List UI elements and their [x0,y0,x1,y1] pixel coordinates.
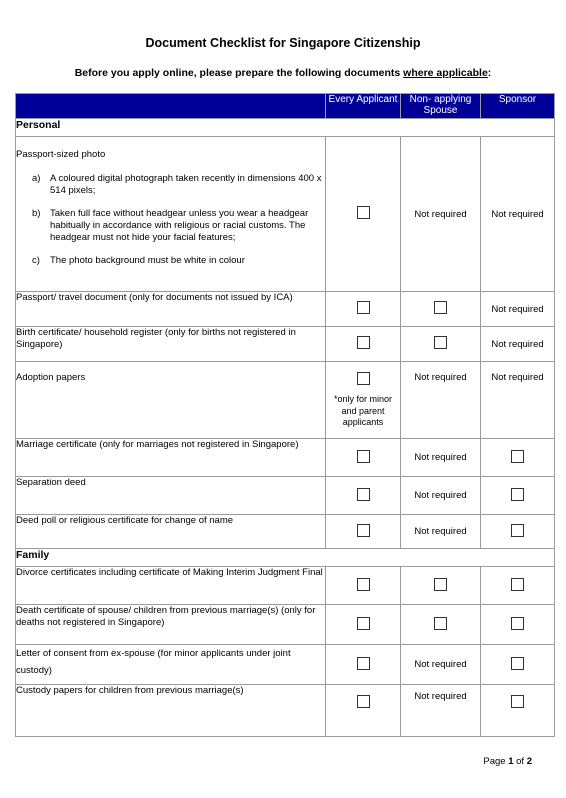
section-label-family: Family [16,549,555,567]
table-row [16,567,555,605]
not-required-text: Not required [414,659,467,670]
doc-cell-deedpoll: Deed poll or religious certificate for change of name [16,515,326,549]
list-text: The photo background must be white in colour [50,255,245,266]
page-word: Page [483,756,509,767]
list-text: A coloured digital photograph taken recently in dimensions 400 x 514 pixels; [50,173,322,196]
cell-applicant [326,292,401,327]
not-required-text: Not required [491,208,544,220]
not-required-text: Not required [414,691,467,702]
cell-sponsor [481,292,555,327]
list-item [16,173,325,197]
cell-sponsor [481,439,555,477]
page-current: 1 [508,756,514,767]
list-text: Taken full face without headgear unless you wear a headgear habitually in accordance with religious or racial customs. The headgear must not hide your facial features; [50,208,309,243]
table-row [16,362,555,439]
cell-spouse [401,362,481,439]
not-required-text: Not required [414,452,467,463]
cell-spouse [401,327,481,362]
cell-sponsor [481,515,555,549]
checkbox[interactable] [357,657,370,670]
header-sponsor: Sponsor [481,94,555,119]
checkbox[interactable] [357,578,370,591]
cell-spouse [401,137,481,292]
cell-spouse [401,605,481,645]
document-checklist-table [15,93,555,737]
section-label-personal: Personal [16,119,555,137]
cell-sponsor [481,685,555,737]
cell-sponsor [481,567,555,605]
checkbox[interactable] [357,206,370,219]
page-of-word: of [513,756,527,767]
photo-requirements-list [16,173,325,267]
checkbox[interactable] [511,657,524,670]
cell-sponsor [481,477,555,515]
checkbox[interactable] [357,301,370,314]
cell-spouse [401,439,481,477]
cell-applicant [326,362,401,439]
table-row [16,515,555,549]
doc-cell-adoption: Adoption papers [16,362,326,439]
table-row [16,327,555,362]
cell-applicant [326,567,401,605]
header-blank-cell [16,94,326,119]
checkbox[interactable] [511,524,524,537]
checkbox[interactable] [511,617,524,630]
table-row [16,605,555,645]
cell-sponsor [481,137,555,292]
subtitle-prefix: Before you apply online, please prepare the following documents [74,67,404,79]
cell-applicant [326,137,401,292]
doc-cell-birth: Birth certificate/ household register (only for births not registered in Singapore) [16,327,326,362]
cell-sponsor [481,645,555,685]
table-row [16,685,555,737]
adoption-note: *only for minor and parent applicants [333,394,393,427]
cell-applicant [326,327,401,362]
cell-spouse [401,567,481,605]
table-row [16,439,555,477]
page-number [483,756,532,767]
cell-sponsor [481,605,555,645]
cell-spouse [401,645,481,685]
doc-cell-custody: Custody papers for children from previous marriage(s) [16,685,326,737]
not-required-text: Not required [414,208,467,220]
page-total: 2 [526,756,532,767]
cell-applicant [326,605,401,645]
list-letter: b) [32,208,41,219]
cell-applicant [326,645,401,685]
header-non-applying-spouse: Non- applying Spouse [401,94,481,119]
checkbox[interactable] [357,524,370,537]
checkbox[interactable] [511,450,524,463]
not-required-text: Not required [414,372,467,383]
doc-cell-separation: Separation deed [16,477,326,515]
checkbox[interactable] [434,301,447,314]
checkbox[interactable] [434,617,447,630]
section-row-family [16,549,555,567]
doc-cell-divorce: Divorce certificates including certificate of Making Interim Judgment Final [16,567,326,605]
doc-cell-marriage: Marriage certificate (only for marriages not registered in Singapore) [16,439,326,477]
doc-cell-passport: Passport/ travel document (only for documents not issued by ICA) [16,292,326,327]
table-row [16,645,555,685]
doc-cell-consent: Letter of consent from ex-spouse (for minor applicants under joint custody) [16,645,326,685]
cell-sponsor [481,362,555,439]
list-item [16,208,325,244]
checkbox[interactable] [357,488,370,501]
cell-applicant [326,439,401,477]
cell-spouse [401,685,481,737]
subtitle-suffix: : [487,67,492,79]
doc-cell-photo [16,137,326,292]
checkbox[interactable] [511,695,524,708]
table-header-row [16,94,555,119]
cell-applicant [326,685,401,737]
cell-sponsor [481,327,555,362]
cell-spouse [401,477,481,515]
not-required-text: Not required [491,303,544,315]
checkbox[interactable] [357,695,370,708]
list-letter: a) [32,173,41,184]
header-every-applicant: Every Applicant [326,94,401,119]
not-required-text: Not required [491,338,544,350]
checkbox[interactable] [511,578,524,591]
checkbox[interactable] [511,488,524,501]
page-subtitle [0,67,566,79]
checkbox[interactable] [357,450,370,463]
checkbox[interactable] [434,578,447,591]
doc-label-photo: Passport-sized photo [16,149,106,160]
checkbox[interactable] [357,336,370,349]
table-row [16,477,555,515]
doc-cell-death: Death certificate of spouse/ children from previous marriage(s) (only for deaths not registered in Singapore) [16,605,326,645]
list-item [16,255,325,267]
cell-spouse [401,515,481,549]
cell-applicant [326,477,401,515]
checkbox[interactable] [434,336,447,349]
checkbox[interactable] [357,617,370,630]
page-title: Document Checklist for Singapore Citizenship [145,36,421,50]
list-letter: c) [32,255,40,266]
subtitle-emphasis: where applicable [403,67,488,79]
not-required-text: Not required [491,372,544,383]
cell-applicant [326,515,401,549]
table-row [16,292,555,327]
not-required-text: Not required [414,526,467,537]
checkbox[interactable] [357,372,370,385]
table-row [16,137,555,292]
not-required-text: Not required [414,490,467,501]
section-row-personal [16,119,555,137]
cell-spouse [401,292,481,327]
